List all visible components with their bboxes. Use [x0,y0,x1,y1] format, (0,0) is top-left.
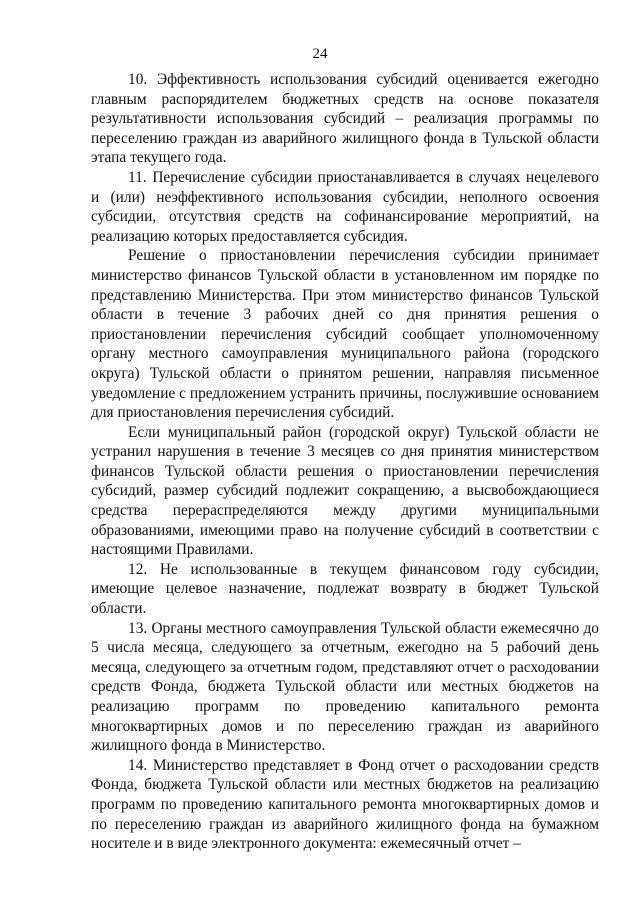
paragraph-14-fund-report: 14. Министерство представляет в Фонд отчет о расходовании средств Фонда, бюджета Тульской области или местных бюджетов на реализацию программ по проведению капитального ремонта многоквартирных домов и по переселению граждан из аварийного жилищного фонда на бумажном носителе и в виде электронного документа: ежемесячный отчет – [91,756,599,853]
paragraph-11-suspension: 11. Перечисление субсидии приостанавливается в случаях нецелевого и (или) неэффективного использования субсидии, неполного освоения субсидии, отсутствия средств на софинансирование мероприятий, на реализацию которых предоставляется субсидия. [91,168,599,245]
paragraph-10-efficiency: 10. Эффективность использования субсидий оценивается ежегодно главным распорядителем бюджетных средств на основе показателя результативности использования субсидий – реализация программы по переселению граждан из аварийного жилищного фонда в Тульской области этапа текущего года. [91,71,599,167]
paragraph-13-monthly-report: 13. Органы местного самоуправления Тульской области ежемесячно до 5 числа месяца, следующего за отчетным, ежегодно на 5 рабочий день месяца, следующего за отчетным годом, представляют отчет о расходовании средств Фонда, бюджета Тульской области или местных бюджетов на реализацию программ по проведению капитального ремонта многоквартирных домов и по переселению граждан из аварийного жилищного фонда в Министерство. [91,619,599,755]
document-body [91,70,599,854]
paragraph-violation-reduction: Если муниципальный район (городской округ) Тульской области не устранил нарушения в течение 3 месяцев со дня принятия министерством финансов Тульской области решения о приостановлении перечисления субсидий, размер субсидий подлежит сокращению, а высвобождающиеся средства перераспределяются между другими муниципальными образованиями, имеющими право на получение субсидий в соответствии с настоящими Правилами. [91,423,599,559]
paragraph-12-refund: 12. Не использованные в текущем финансовом году субсидии, имеющие целевое назначение, подлежат возврату в бюджет Тульской области. [91,560,599,618]
page-number: 24 [312,46,328,62]
paragraph-suspension-decision: Решение о приостановлении перечисления субсидии принимает министерство финансов Тульской области в установленном им порядке по представлению Министерства. При этом министерство финансов Тульской области в течение 3 рабочих дней со дня принятия решения о приостановлении перечисления субсидий сообщает уполномоченному органу местного самоуправления муниципального района (городского округа) Тульской области о принятом решении, направляя письменное уведомление с предложением устранить причины, послужившие основанием для приостановления перечисления субсидий. [91,247,599,422]
